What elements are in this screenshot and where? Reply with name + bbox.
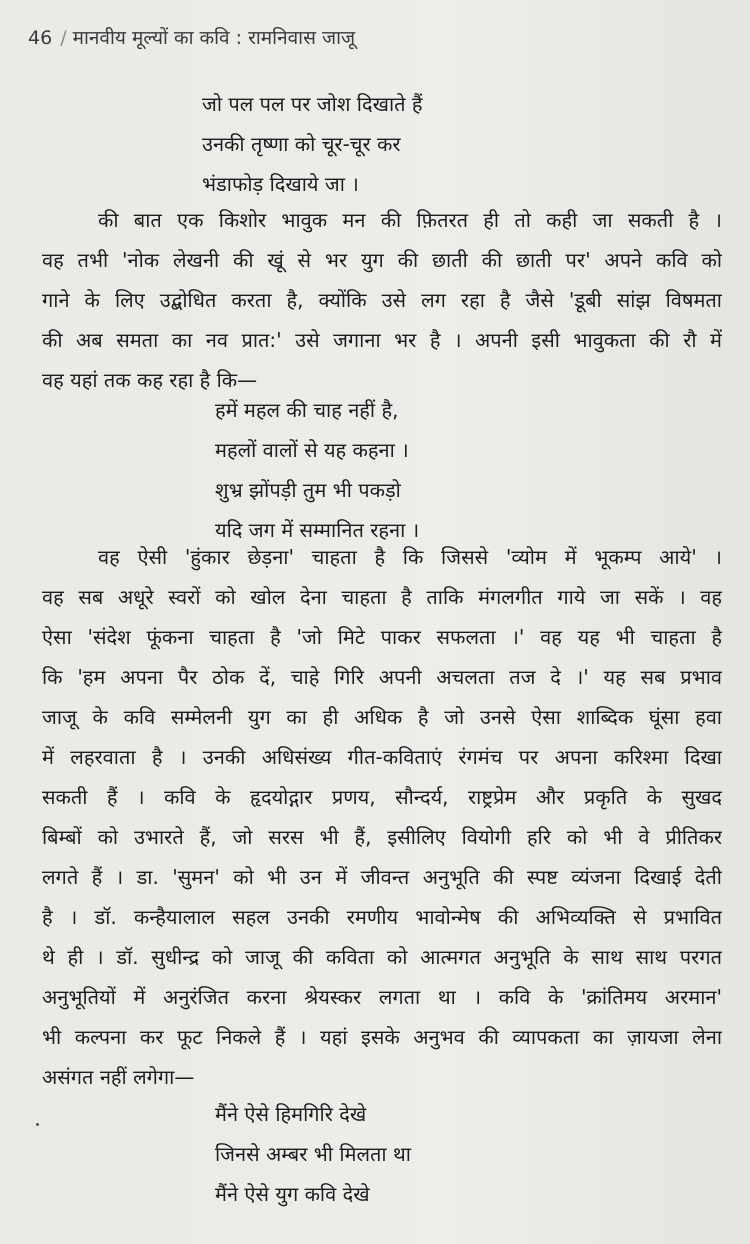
verse-line: शुभ्र झोंपड़ी तुम भी पकड़ो bbox=[215, 478, 401, 502]
paragraph-line: असंगत नहीं लगेगा— bbox=[42, 1065, 195, 1089]
paragraph-line: जाजू के कवि सम्मेलनी युग का ही अधिक है जो उनसे ऐसा शाब्दिक घूंसा हवा bbox=[42, 705, 722, 729]
paragraph-line: वह सब अधूरे स्वरों को खोल देना चाहता है ताकि मंगलगीत गाये जा सकें । वह bbox=[42, 585, 722, 609]
paragraph-line: अनुभूतियों में अनुरंजित करना श्रेयस्कर लगता था । कवि के 'क्रांतिमय अरमान' bbox=[42, 985, 722, 1009]
paragraph-line: में लहरवाता है । उनकी अधिसंख्य गीत-कविताएं रंगमंच पर अपना करिश्मा दिखा bbox=[42, 745, 722, 769]
paragraph-line: वह यहां तक कह रहा है कि— bbox=[42, 368, 258, 392]
verse-block-1 bbox=[202, 84, 423, 204]
verse-line: यदि जग में सम्मानित रहना । bbox=[215, 518, 420, 542]
verse-line: हमें महल की चाह नहीं है, bbox=[215, 398, 399, 422]
verse-line: भंडाफोड़ दिखाये जा । bbox=[202, 172, 359, 196]
verse-line: मैंने ऐसे युग कवि देखे bbox=[215, 1182, 370, 1206]
paragraph-line: है । डॉ. कन्हैयालाल सहल उनकी रमणीय भावोन्मेष की अभिव्यक्ति से प्रभावित bbox=[42, 905, 722, 929]
paragraph-line: वह तभी 'नोक लेखनी की खूं से भर युग की छाती की छाती पर' अपने कवि को bbox=[42, 248, 722, 272]
paragraph-line: वह ऐसी 'हुंकार छेड़ना' चाहता है कि जिससे 'व्योम में भूकम्प आये' । bbox=[98, 545, 722, 569]
paragraph-line: सकती हैं । कवि के हृदयोद्गार प्रणय, सौन्दर्य, राष्ट्रप्रेम और प्रकृति के सुखद bbox=[42, 785, 722, 809]
paragraph-line: बिम्बों को उभारते हैं, जो सरस भी हैं, इसीलिए वियोगी हरि को भी वे प्रीतिकर bbox=[42, 825, 722, 849]
running-header bbox=[28, 24, 355, 50]
header-separator: / bbox=[60, 27, 67, 49]
verse-line: जिनसे अम्बर भी मिलता था bbox=[215, 1142, 411, 1166]
paragraph-line: लगते हैं । डा. 'सुमन' को भी उन में जीवन्त अनुभूति की स्पष्ट व्यंजना दिखाई देती bbox=[42, 865, 722, 889]
paragraph-line: की बात एक किशोर भावुक मन की फ़ितरत ही तो कही जा सकती है । bbox=[98, 208, 722, 232]
paragraph-line: की अब समता का नव प्रात:' उसे जगाना भर है । अपनी इसी भावुकता की रौ में bbox=[42, 328, 722, 352]
verse-block-2 bbox=[215, 390, 419, 550]
paragraph-line: कि 'हम अपना पैर ठोक दें, चाहे गिरि अपनी अचलता तज दे ।' यह सब प्रभाव bbox=[42, 665, 722, 689]
verse-line: मैंने ऐसे हिमगिरि देखे bbox=[215, 1102, 367, 1126]
paragraph-1 bbox=[42, 200, 722, 400]
verse-line: जो पल पल पर जोश दिखाते हैं bbox=[202, 92, 423, 116]
verse-line: उनकी तृष्णा को चूर-चूर कर bbox=[202, 132, 401, 156]
paragraph-line: थे ही । डॉ. सुधीन्द्र को जाजू की कविता को आत्मगत अनुभूति के साथ साथ परगत bbox=[42, 945, 722, 969]
paragraph-line: गाने के लिए उद्बोधित करता है, क्योंकि उसे लग रहा है जैसे 'डूबी सांझ विषमता bbox=[42, 288, 722, 312]
paragraph-line: ऐसा 'संदेश फूंकना चाहता है 'जो मिटे पाकर सफलता ।' वह यह भी चाहता है bbox=[42, 625, 722, 649]
print-speck bbox=[36, 1123, 39, 1126]
paragraph-2 bbox=[42, 537, 722, 1097]
paragraph-line: भी कल्पना कर फूट निकले हैं । यहां इसके अनुभव की व्यापकता का ज़ायजा लेना bbox=[42, 1025, 722, 1049]
verse-block-3 bbox=[215, 1094, 411, 1214]
page-number: 46 bbox=[28, 27, 53, 49]
running-title: मानवीय मूल्यों का कवि : रामनिवास जाजू bbox=[72, 27, 356, 49]
verse-line: महलों वालों से यह कहना । bbox=[215, 438, 409, 462]
